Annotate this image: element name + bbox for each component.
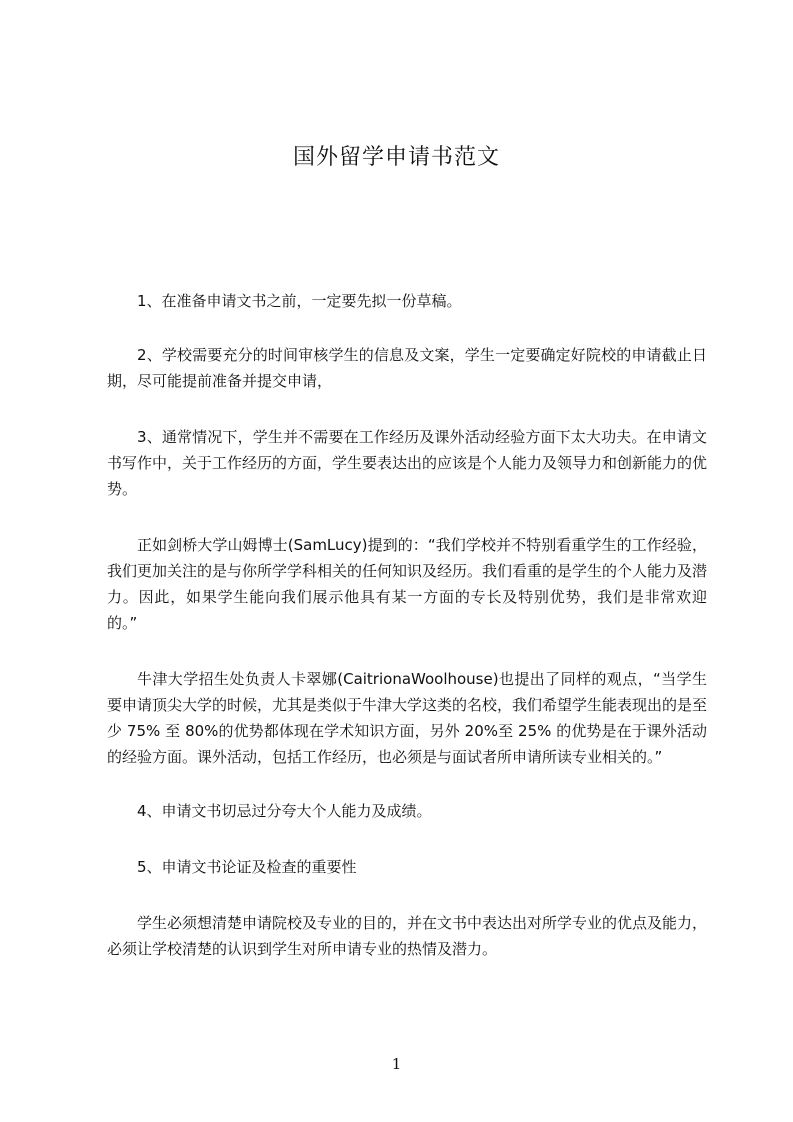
paragraph-1: 1、在准备申请文书之前，一定要先拟一份草稿。: [137, 292, 462, 310]
document-title: 国外留学申请书范文: [292, 145, 500, 170]
paragraph-2: 2、学校需要充分的时间审核学生的信息及文案，学生一定要确定好院校的申请截止日期，尽可能提前准备并提交申请，: [107, 346, 707, 390]
paragraph-4: 4、申请文书切忌过分夸大个人能力及成绩。: [137, 802, 432, 820]
paragraph-spacer: [107, 880, 707, 910]
paragraph-spacer: [107, 502, 707, 532]
paragraph-3: 3、通常情况下，学生并不需要在工作经历及课外活动经验方面下太大功夫。在申请文书写作中，关于工作经历的方面，学生要表达出的应该是个人能力及领导力和创新能力的优势。: [107, 428, 708, 498]
paragraph-5: 5、申请文书论证及检查的重要性: [137, 858, 357, 876]
paragraph-spacer: [107, 394, 707, 424]
paragraph-spacer: [107, 770, 707, 798]
paragraph-conclusion: 学生必须想清楚申请院校及专业的目的，并在文书中表达出对所学专业的优点及能力，必须让学校清楚的认识到学生对所申请专业的热情及潜力。: [107, 914, 708, 958]
paragraph-quote-cambridge: 正如剑桥大学山姆博士(SamLucy)提到的：“我们学校并不特别看重学生的工作经验，我们更加关注的是与你所学学科相关的任何知识及经历。我们看重的是学生的个人能力及潜力。因此，如果学生能向我们展示他具有某一方面的专长及特别优势，我们是非常欢迎的。”: [107, 536, 708, 632]
paragraph-spacer: [107, 824, 707, 854]
paragraph-spacer: [107, 636, 707, 666]
paragraph-spacer: [107, 314, 707, 342]
paragraph-quote-oxford: 牛津大学招生处负责人卡翠娜(CaitrionaWoolhouse)也提出了同样的观点，“当学生要申请顶尖大学的时候，尤其是类似于牛津大学这类的名校，我们希望学生能表现出的是至少 75% 至 80%的优势都体现在学术知识方面，另外 20%至 25% 的优势是在于课外活动的经验方面。课外活动，包括工作经历，也必须是与面试者所申请所读专业相关的。”: [107, 670, 708, 766]
page-number: 1: [391, 1055, 402, 1073]
document-body: [107, 288, 707, 962]
